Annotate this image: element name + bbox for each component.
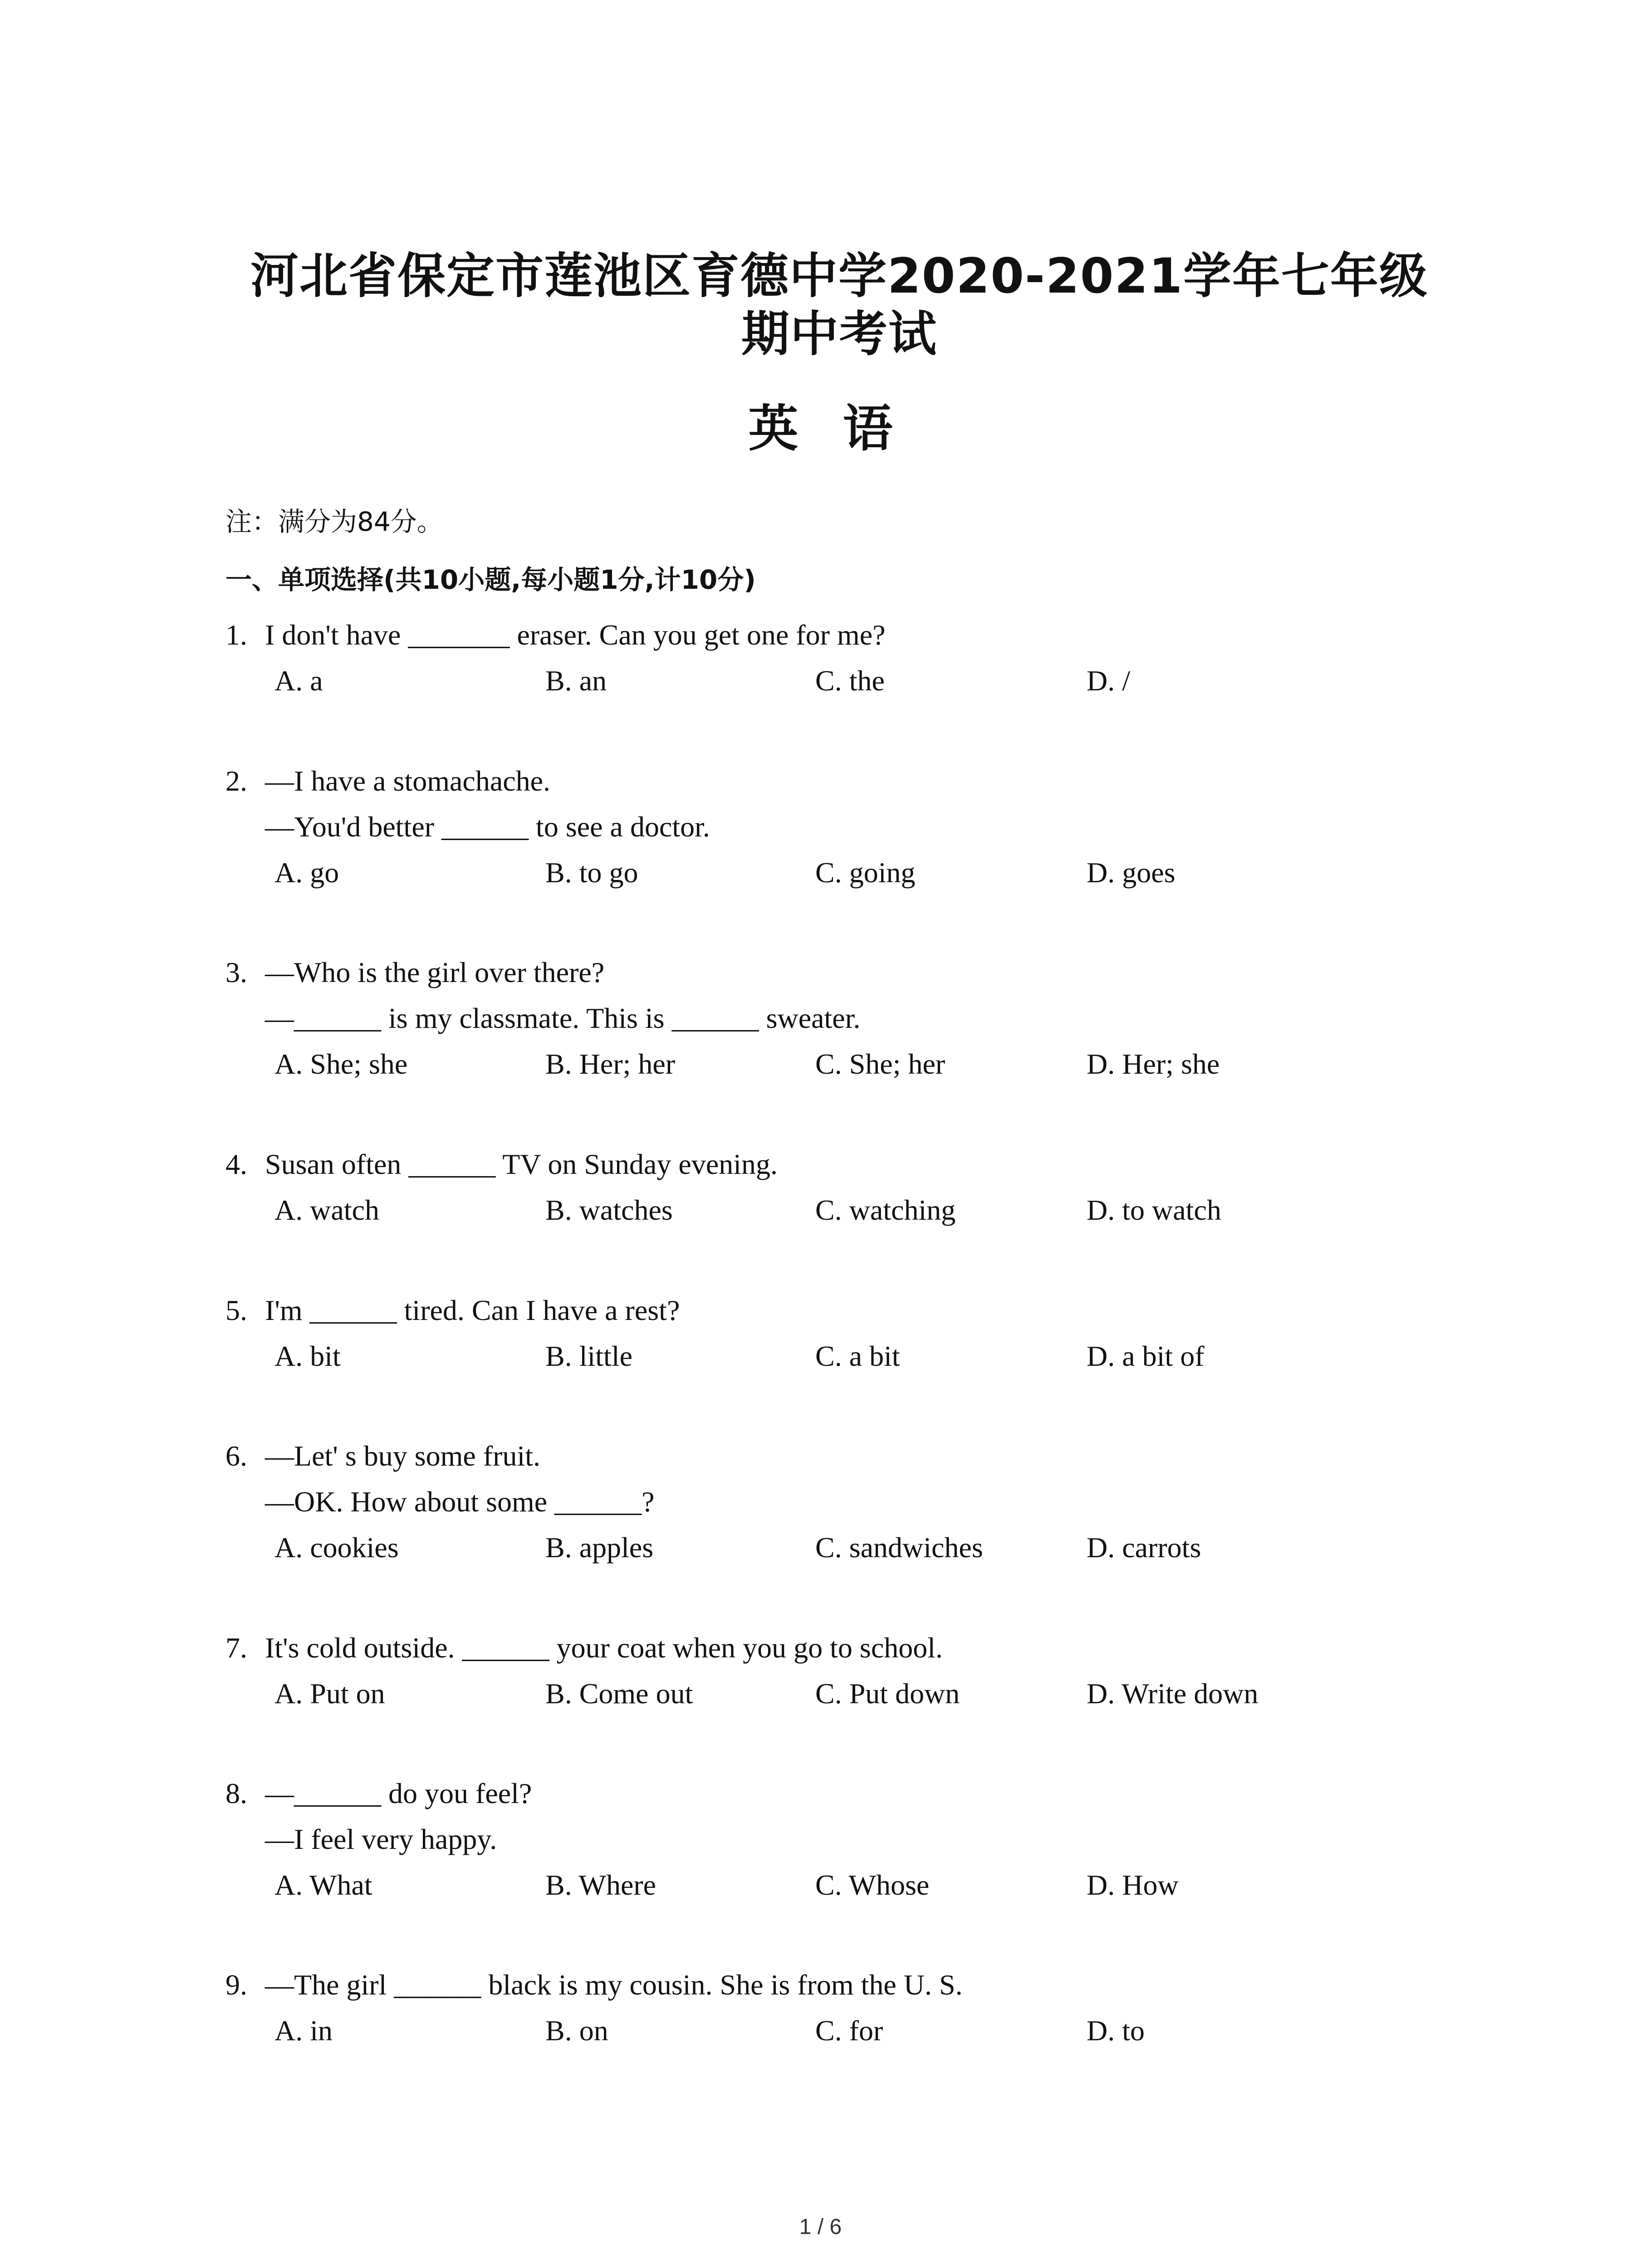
option-d: D. goes xyxy=(1087,856,1176,889)
question-5 xyxy=(225,1292,1450,1384)
option-d: D. to xyxy=(1087,2014,1145,2047)
question-stem: —I feel very happy. xyxy=(265,1823,497,1855)
question-6 xyxy=(225,1438,1450,1575)
question-stem: It's cold outside. ______ your coat when you go to school. xyxy=(265,1632,943,1664)
option-b: B. watches xyxy=(545,1194,673,1226)
option-row xyxy=(225,855,1450,900)
option-row xyxy=(225,1046,1450,1092)
subject-heading: 英 语 xyxy=(748,400,893,458)
question-stem: I'm ______ tired. Can I have a rest? xyxy=(265,1294,680,1326)
option-a: A. watch xyxy=(274,1194,380,1226)
option-c: C. She; her xyxy=(815,1048,945,1080)
option-c: C. Whose xyxy=(815,1869,930,1901)
question-7 xyxy=(225,1630,1450,1721)
question-stem: —______ do you feel? xyxy=(265,1777,532,1809)
option-c: C. Put down xyxy=(815,1677,960,1710)
option-row xyxy=(225,663,1450,709)
option-a: A. cookies xyxy=(274,1531,399,1564)
option-c: C. for xyxy=(815,2014,883,2047)
question-number: 4. xyxy=(225,1148,247,1180)
option-row xyxy=(225,1530,1450,1575)
option-b: B. Her; her xyxy=(545,1048,676,1080)
option-row xyxy=(225,1338,1450,1384)
option-b: B. Where xyxy=(545,1869,656,1901)
question-number: 6. xyxy=(225,1440,247,1472)
question-number: 5. xyxy=(225,1294,247,1326)
option-a: A. What xyxy=(274,1869,372,1901)
question-stem: —The girl ______ black is my cousin. She is from the U. S. xyxy=(265,1969,963,2001)
option-c: C. the xyxy=(815,665,885,697)
question-number: 7. xyxy=(225,1632,247,1664)
option-a: A. a xyxy=(274,665,323,697)
option-row xyxy=(225,2013,1450,2058)
question-stem: —OK. How about some ______? xyxy=(265,1486,655,1518)
option-d: D. to watch xyxy=(1087,1194,1221,1226)
question-8 xyxy=(225,1775,1450,1913)
option-b: B. apples xyxy=(545,1531,654,1564)
option-row xyxy=(225,1192,1450,1238)
exam-title: 河北省保定市莲池区育德中学2020-2021学年七年级期中考试 xyxy=(250,248,1429,362)
option-a: A. Put on xyxy=(274,1677,385,1710)
question-1 xyxy=(225,617,1450,709)
question-number: 8. xyxy=(225,1777,247,1809)
section-heading: 一、单项选择(共10小题,每小题1分,计10分) xyxy=(225,564,756,595)
option-d: D. Her; she xyxy=(1087,1048,1220,1080)
option-a: A. bit xyxy=(274,1340,341,1372)
option-row xyxy=(225,1867,1450,1913)
question-number: 2. xyxy=(225,765,247,797)
question-stem: —Who is the girl over there? xyxy=(265,956,605,988)
option-b: B. to go xyxy=(545,856,638,889)
option-d: D. How xyxy=(1087,1869,1179,1901)
option-c: C. going xyxy=(815,856,916,889)
question-3 xyxy=(225,954,1450,1092)
option-b: B. little xyxy=(545,1340,632,1372)
option-c: C. a bit xyxy=(815,1340,900,1372)
question-number: 3. xyxy=(225,956,247,988)
option-c: C. sandwiches xyxy=(815,1531,983,1564)
question-2 xyxy=(225,763,1450,900)
option-d: D. Write down xyxy=(1087,1677,1259,1710)
question-stem: —I have a stomachache. xyxy=(265,765,551,797)
page-number: 1 / 6 xyxy=(799,2215,842,2239)
question-stem: —Let' s buy some fruit. xyxy=(265,1440,540,1472)
option-d: D. / xyxy=(1087,665,1130,697)
option-a: A. go xyxy=(274,856,339,889)
option-b: B. Come out xyxy=(545,1677,693,1710)
option-c: C. watching xyxy=(815,1194,956,1226)
question-9 xyxy=(225,1967,1450,2058)
question-stem: I don't have _______ eraser. Can you get one for me? xyxy=(265,619,886,651)
question-stem: —______ is my classmate. This is ______ sweater. xyxy=(265,1002,861,1034)
question-number: 1. xyxy=(225,619,247,651)
question-4 xyxy=(225,1146,1450,1238)
option-row xyxy=(225,1676,1450,1721)
option-d: D. carrots xyxy=(1087,1531,1201,1564)
option-d: D. a bit of xyxy=(1087,1340,1205,1372)
question-number: 9. xyxy=(225,1969,247,2001)
option-a: A. in xyxy=(274,2014,333,2047)
option-a: A. She; she xyxy=(274,1048,408,1080)
option-b: B. an xyxy=(545,665,607,697)
question-stem: —You'd better ______ to see a doctor. xyxy=(265,811,710,843)
option-b: B. on xyxy=(545,2014,608,2047)
score-note: 注：满分为84分。 xyxy=(225,506,443,537)
question-stem: Susan often ______ TV on Sunday evening. xyxy=(265,1148,778,1180)
